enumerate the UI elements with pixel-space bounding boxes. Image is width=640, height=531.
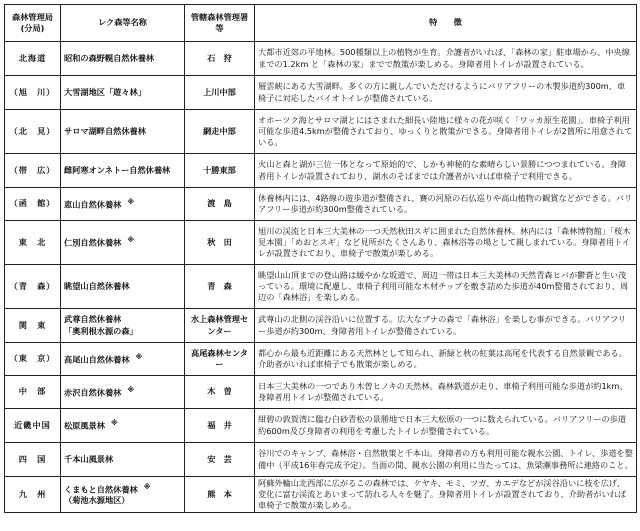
table-row: [5, 376, 637, 409]
forest-name: 仁別自然休養林: [64, 237, 122, 248]
table-row: [5, 265, 637, 309]
office-cell: 上川中部: [185, 76, 255, 110]
office-cell: 青 森: [185, 265, 255, 309]
note-mark: ※: [143, 482, 151, 491]
office-cell: 福 井: [185, 409, 255, 443]
forest-name: サロマ湖畔自然休養林: [64, 125, 146, 136]
note-mark: ※: [127, 197, 135, 206]
region-cell: 関 東: [5, 309, 61, 343]
region-cell: （青 森）: [5, 265, 61, 309]
forest-name-cell: [61, 477, 185, 513]
forest-subname: （菊池水源地区）: [64, 495, 130, 506]
region-cell: （帯 広）: [5, 154, 61, 188]
forest-name: 千本山風景林: [64, 453, 114, 464]
header-office: 管轄森林管理署等: [185, 5, 255, 42]
note-mark: ※: [127, 236, 135, 245]
region-cell: 北海道: [5, 42, 61, 76]
office-cell: 熊 本: [185, 477, 255, 513]
feature-cell: 日本三大美林の一つであり木曽ヒノキの天然林。森林鉄道が走り、車椅子利用可能な歩道が約1km、身障者用トイレが整備されている。: [255, 376, 637, 409]
table-row: [5, 110, 637, 154]
forest-name-cell: [61, 409, 185, 443]
forest-name: 武尊自然休養林: [64, 314, 122, 325]
forest-name-cell: [61, 76, 185, 110]
office-cell: 水上森林管理センター: [185, 309, 255, 343]
feature-cell: 層雲峡にある大雪湖畔。多くの方に親しんでいただけるようにバリアフリーの木製歩道約300m、車椅子に対応したバイオトイレが整備されている。: [255, 76, 637, 110]
office-cell: 網走中部: [185, 110, 255, 154]
forest-name: 赤沢自然休養林: [64, 387, 122, 398]
table-row: [5, 477, 637, 513]
table-row: [5, 443, 637, 477]
note-mark: ※: [127, 385, 135, 394]
feature-cell: 阿蘇外輪山北西部に広がるこの森林では、ケヤキ、モミ、ツガ、カエデなどが渓谷沿いに枝を広げ、変化に富む渓流とあいまって訪れる人々を魅了。身障者用トイレが設置されており、介助者がいれば車椅子で散策が楽しめる。: [255, 477, 637, 513]
forest-name: 雌阿寒オンネトー自然休養林: [64, 164, 171, 175]
feature-cell: 大都市近郊の平地林。500種類以上の植物が生育。介護者がいれば、「森林の家」駐車場から、中央線までの1.2km と「森林の家」までで散策が楽しめる。身障者用トイレが設置されている。: [255, 42, 637, 76]
table-row: [5, 188, 637, 221]
office-cell: 高尾森林センター: [185, 343, 255, 376]
forest-name: 恵山自然休養林: [64, 199, 122, 210]
forest-name: 昭和の森野幌自然休養林: [64, 52, 155, 63]
header-feature: 特 徴: [255, 5, 637, 42]
region-cell: 東 北: [5, 221, 61, 265]
table-row: [5, 343, 637, 376]
header-name: レク森等名称: [61, 5, 185, 42]
forest-name-cell: [61, 376, 185, 409]
note-mark: ※: [135, 352, 143, 361]
feature-cell: 谷川でのキャンプ、森林浴・自然散策と千本山。身障者の方も利用可能な親水公園、トイレ、歩道を整備中（平成16年春完成予定）。当面の間、親水公園の利用に当たっては、魚梁瀬事務所に連絡のこと。: [255, 443, 637, 477]
office-cell: 十勝東部: [185, 154, 255, 188]
forest-name-cell: [61, 154, 185, 188]
forest-name: 眺望山自然休養林: [64, 280, 130, 291]
header-region: 森林管理局(分局): [5, 5, 61, 42]
office-cell: 渡 島: [185, 188, 255, 221]
forest-name-cell: [61, 110, 185, 154]
feature-cell: 休養林内には、4路線の遊歩道が整備され、賽の河原の石仏巡りや高山植物の観賞などができる。バリアフリー歩道が約300m整備されている。: [255, 188, 637, 221]
feature-cell: 火山と森と湖が三位一体となって原始的で、しかも神秘的な素晴らしい景勝につつまれている。身障者用トイレが設置されており、湖水のそばまでは介護者がいれば車椅子で利用できる。: [255, 154, 637, 188]
region-cell: （北 見）: [5, 110, 61, 154]
region-cell: （函 館）: [5, 188, 61, 221]
recreation-forest-table: [4, 4, 637, 513]
feature-cell: 武尊山の北側の渓谷沿いに位置する。広大なブナの森で「森林浴」を楽しむ事ができる。バリアフリー歩道が約300m、身障者用トイレが整備されている。: [255, 309, 637, 343]
region-cell: 九 州: [5, 477, 61, 513]
office-cell: 安 芸: [185, 443, 255, 477]
table-row: [5, 409, 637, 443]
forest-name-cell: [61, 343, 185, 376]
office-cell: 木 曽: [185, 376, 255, 409]
forest-name-cell: [61, 443, 185, 477]
region-cell: （旭 川）: [5, 76, 61, 110]
forest-name: 松原風景林: [64, 420, 105, 431]
forest-name: 大雪湖地区「遊々林」: [64, 86, 146, 97]
region-cell: 四 国: [5, 443, 61, 477]
forest-name: くまもと自然休養林: [64, 484, 138, 495]
forest-name-cell: [61, 309, 185, 343]
feature-cell: 都心から最も近距離にある天然林として知られ、新緑と秋の紅葉は高尾を代表する自然景観である。介助者がいれば車椅子でも散策が楽しめる。: [255, 343, 637, 376]
region-cell: （東 京）: [5, 343, 61, 376]
forest-name: 高尾山自然休養林: [64, 354, 130, 365]
feature-cell: オホーツク海とサロマ湖とにはさまれた細長い陸地に様々の花が咲く「ワッカ原生花園」。車椅子利用可能な歩道4.5kmが整備されており、ゆっくりと散策ができる。身障者用トイレが2箇所に用意されている。: [255, 110, 637, 154]
region-cell: 近畿中国: [5, 409, 61, 443]
region-cell: 中 部: [5, 376, 61, 409]
forest-name-cell: [61, 42, 185, 76]
table-row: [5, 76, 637, 110]
header-row: [5, 5, 637, 42]
table-row: [5, 221, 637, 265]
table-row: [5, 309, 637, 343]
office-cell: 秋 田: [185, 221, 255, 265]
forest-name-cell: [61, 188, 185, 221]
feature-cell: 眺望山山頂までの登山路は緩やかな坂道で、周辺一帯は日本三大美林の天然青森ヒバが鬱蒼と生い茂っている。環境に配慮し、車椅子利用可能な木材チップを敷き詰めた歩道が40m整備されており、周辺の「森林浴」を楽しめる。: [255, 265, 637, 309]
feature-cell: 旭川の渓流と日本三大美林の一つ天然秋田スギに囲まれた自然休養林。林内には「森林博物館」「桜木見本園」「めおとスギ」など見所がたくさんあり、森林浴等の場として親しまれている。身障者用トイレが設置されており、車椅子で散策が楽しめる。: [255, 221, 637, 265]
table-row: [5, 154, 637, 188]
table-row: [5, 42, 637, 76]
forest-name-cell: [61, 221, 185, 265]
forest-name-cell: [61, 265, 185, 309]
note-mark: ※: [110, 419, 118, 428]
feature-cell: 紺碧の敦賀湾に臨む白砂青松の景勝地で日本三大松原の一つに数えられている。バリアフリーの歩道約600m及び身障者の利用を考慮したトイレが整備されている。: [255, 409, 637, 443]
office-cell: 石 狩: [185, 42, 255, 76]
forest-subname: 「奥利根水源の森」: [64, 325, 138, 336]
